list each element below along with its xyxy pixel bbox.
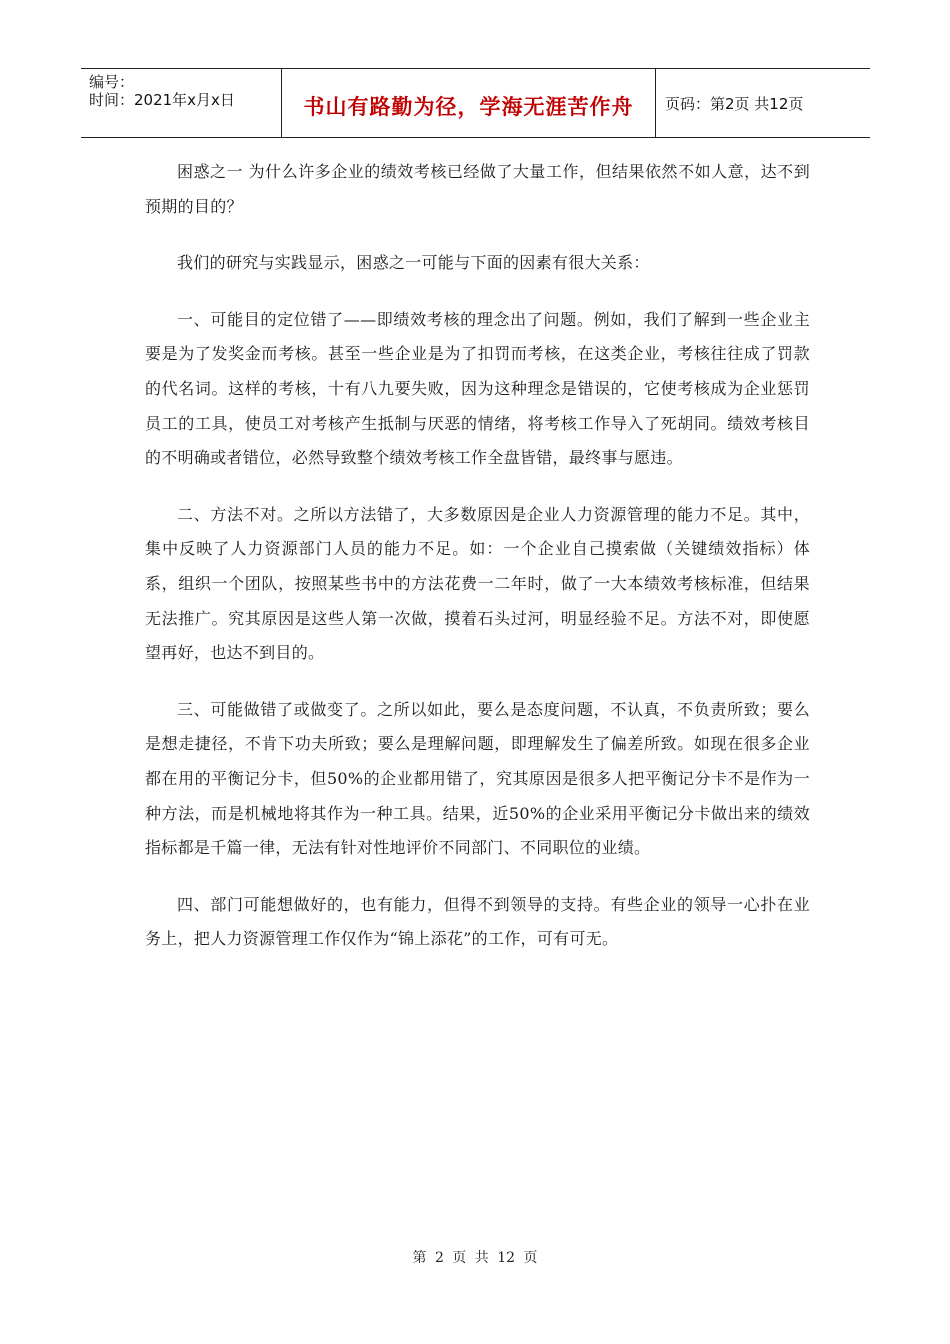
document-number-label: 编号： xyxy=(89,73,135,91)
paragraph-reason-3: 三、可能做错了或做变了。之所以如此，要么是态度问题，不认真，不负责所致；要么是想走捷径，不肯下功夫所致；要么是理解问题，即理解发生了偏差所致。如现在很多企业都在用的平衡记分卡，但50%的企业都用错了，究其原因是很多人把平衡记分卡不是作为一种方法，而是机械地将其作为一种工具。结果，近50%的企业采用平衡记分卡做出来的绩效指标都是千篇一律，无法有针对性地评价不同部门、不同职位的业绩。 xyxy=(145,699,810,858)
header-page-info: 页码：第2页 共12页 xyxy=(665,95,804,113)
document-time-label: 时间：2021年x月x日 xyxy=(89,91,235,109)
paragraph-reason-2: 二、方法不对。之所以方法错了，大多数原因是企业人力资源管理的能力不足。其中，集中反映了人力资源部门人员的能力不足。如：一个企业自己摸索做（关键绩效指标）体系，组织一个团队，按照某些书中的方法花费一二年时，做了一大本绩效考核标准，但结果无法推广。究其原因是这些人第一次做，摸着石头过河，明显经验不足。方法不对，即使愿望再好，也达不到目的。 xyxy=(145,504,810,663)
page-header xyxy=(81,68,870,138)
paragraph-question: 困惑之一 为什么许多企业的绩效考核已经做了大量工作，但结果依然不如人意，达不到预期的目的？ xyxy=(145,162,810,216)
paragraph-intro: 我们的研究与实践显示，困惑之一可能与下面的因素有很大关系： xyxy=(177,253,650,273)
document-body xyxy=(145,155,810,979)
header-page-cell xyxy=(655,69,870,137)
header-motto: 书山有路勤为径，学海无涯苦作舟 xyxy=(303,95,634,119)
header-meta-cell xyxy=(81,69,281,137)
paragraph-reason-1: 一、可能目的定位错了——即绩效考核的理念出了问题。例如，我们了解到一些企业主要是为了发奖金而考核。甚至一些企业是为了扣罚而考核，在这类企业，考核往往成了罚款的代名词。这样的考核，十有八九要失败，因为这种理念是错误的，它使考核成为企业惩罚员工的工具，使员工对考核产生抵制与厌恶的情绪，将考核工作导入了死胡同。绩效考核目的不明确或者错位，必然导致整个绩效考核工作全盘皆错，最终事与愿违。 xyxy=(145,309,810,468)
header-motto-cell xyxy=(281,69,656,137)
page-footer: 第 2 页 共 12 页 xyxy=(412,1250,538,1266)
paragraph-reason-4: 四、部门可能想做好的，也有能力，但得不到领导的支持。有些企业的领导一心扑在业务上，把人力资源管理工作仅作为“锦上添花”的工作，可有可无。 xyxy=(145,894,810,949)
